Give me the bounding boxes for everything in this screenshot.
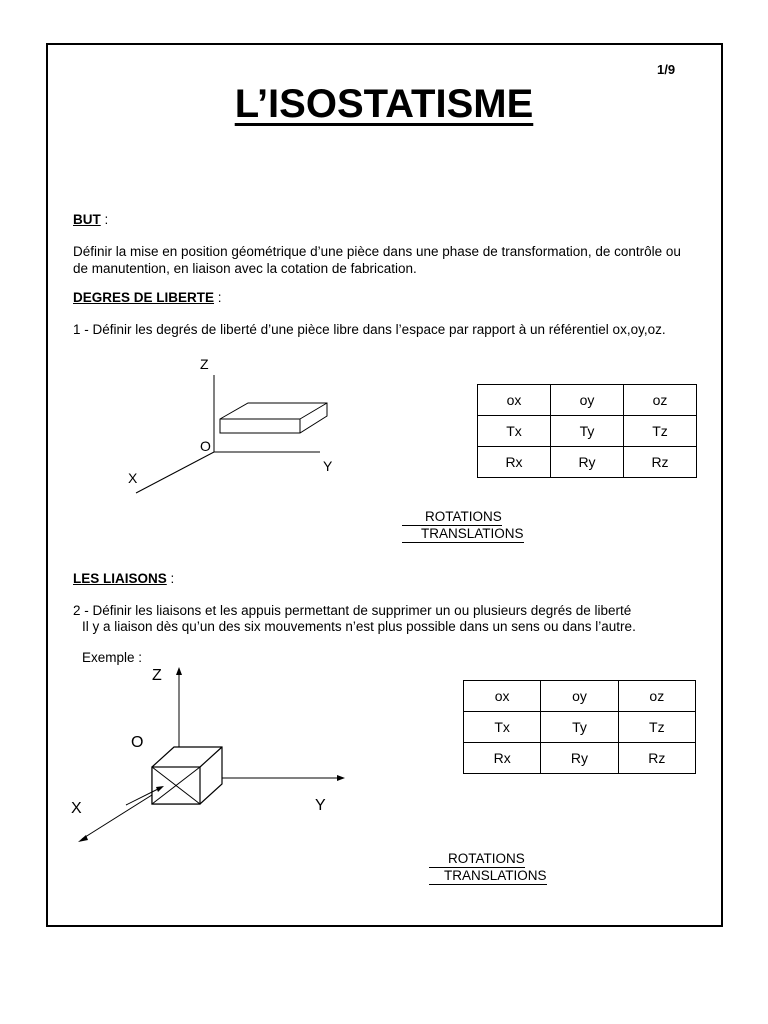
- legend-1-translations: TRANSLATIONS: [402, 526, 524, 543]
- table-row: [464, 712, 696, 743]
- legend-2: [429, 851, 547, 885]
- table-cell: Tx: [478, 416, 551, 447]
- legend-1-rotations: ROTATIONS: [402, 509, 502, 526]
- figure-2-x-label: X: [71, 800, 82, 817]
- table-cell: Ty: [541, 712, 618, 743]
- legend-2-translations: TRANSLATIONS: [429, 868, 547, 885]
- but-text-line2: de manutention, en liaison avec la cotation de fabrication.: [73, 261, 417, 276]
- table-cell: ox: [478, 385, 551, 416]
- liaisons-colon: :: [166, 571, 175, 586]
- degres-item: 1 - Définir les degrés de liberté d’une pièce libre dans l’espace par rapport à un référentiel ox,oy,oz.: [73, 322, 666, 337]
- liaisons-exemple: Exemple :: [82, 650, 143, 665]
- table-row: [464, 743, 696, 774]
- figure-1-x-label: X: [128, 470, 138, 486]
- table-cell: Ry: [541, 743, 618, 774]
- table-cell: Rz: [618, 743, 695, 774]
- but-text-line1: Définir la mise en position géométrique d’une pièce dans une phase de transformation, de contrôle ou: [73, 244, 681, 259]
- but-colon: :: [100, 212, 109, 227]
- figure-1-o-label: O: [200, 438, 211, 454]
- table-cell: Ty: [551, 416, 624, 447]
- table-cell: Tx: [464, 712, 541, 743]
- table-cell: ox: [464, 681, 541, 712]
- table-cell: oz: [624, 385, 697, 416]
- page-number: 1/9: [657, 62, 676, 77]
- table-cell: Ry: [551, 447, 624, 478]
- table-cell: Rz: [624, 447, 697, 478]
- liaisons-heading: LES LIAISONS: [73, 571, 167, 586]
- figure-1-z-label: Z: [200, 356, 209, 372]
- table-cell: oz: [618, 681, 695, 712]
- liaisons-item-line1: 2 - Définir les liaisons et les appuis permettant de supprimer un ou plusieurs degrés de liberté: [73, 603, 632, 618]
- table-cell: oy: [551, 385, 624, 416]
- figure-1-y-label: Y: [323, 458, 333, 474]
- degres-heading: DEGRES DE LIBERTE: [73, 290, 215, 305]
- figure-2-y-label: Y: [315, 797, 326, 814]
- page-title-text: L’ISOSTATISME: [234, 82, 534, 126]
- table-row: [464, 681, 696, 712]
- liaisons-item-line2: Il y a liaison dès qu’un des six mouvements n’est plus possible dans un sens ou dans l’autre.: [82, 619, 636, 634]
- table-cell: oy: [541, 681, 618, 712]
- table-cell: Rx: [478, 447, 551, 478]
- legend-2-rotations: ROTATIONS: [429, 851, 525, 868]
- but-heading: BUT: [73, 212, 101, 227]
- figure-2-o-label: O: [131, 734, 144, 751]
- table-cell: Rx: [464, 743, 541, 774]
- degres-colon: :: [214, 290, 222, 305]
- legend-2-translations-line: [429, 868, 547, 885]
- legend-2-rotations-line: [429, 851, 547, 868]
- dof-table-2: [463, 680, 696, 774]
- table-cell: Tz: [624, 416, 697, 447]
- figure-2-z-label: Z: [152, 667, 162, 684]
- table-cell: Tz: [618, 712, 695, 743]
